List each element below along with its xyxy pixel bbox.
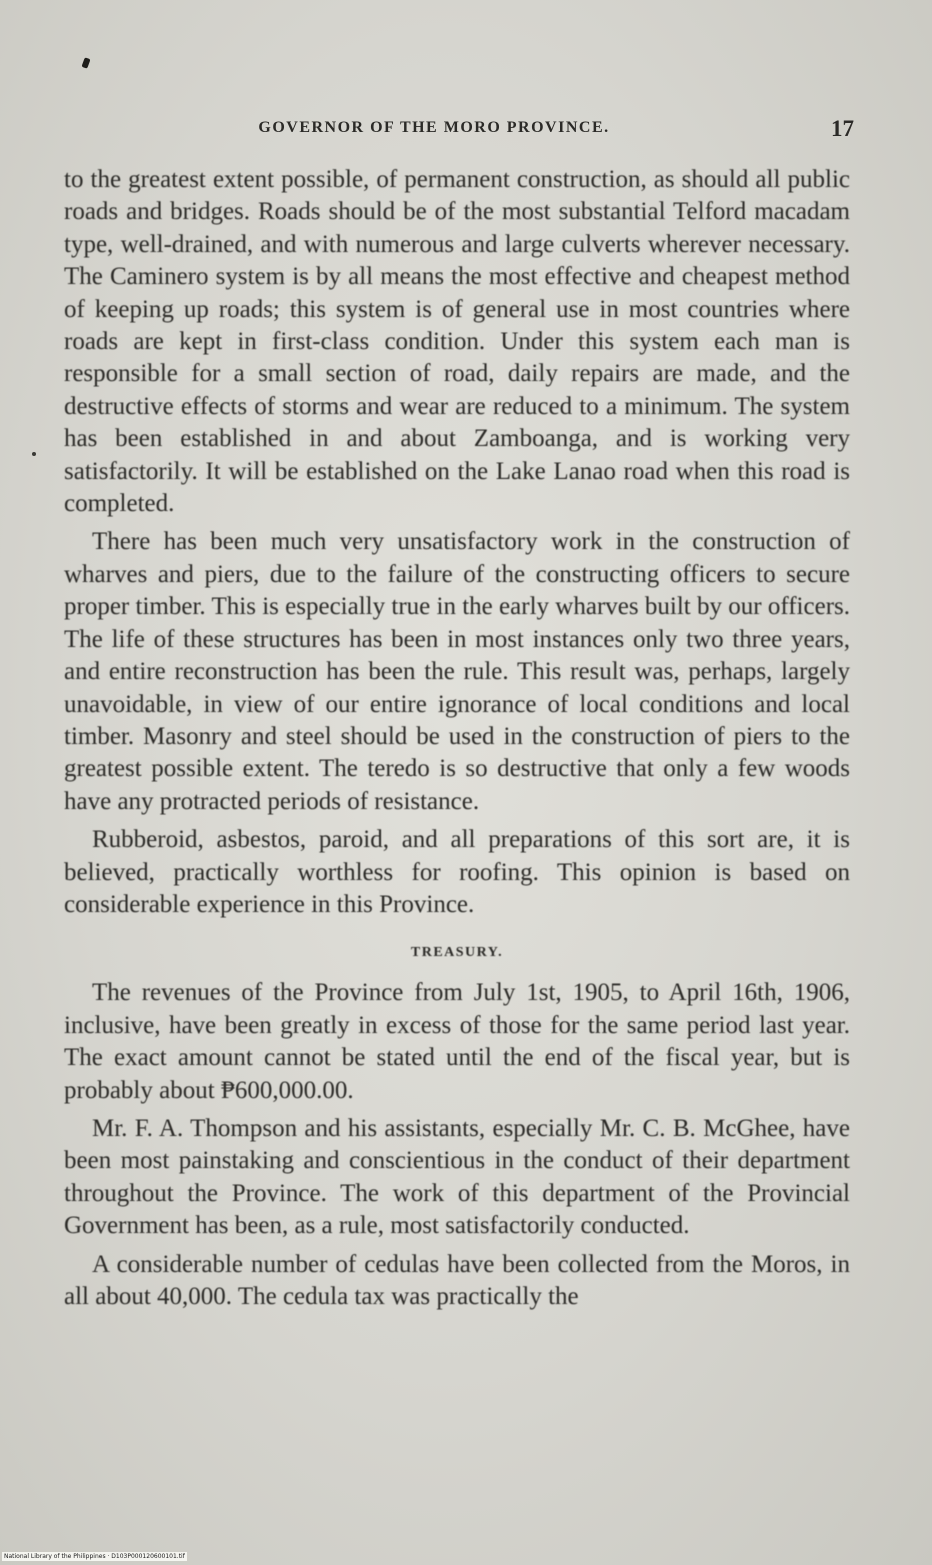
page-number: 17 <box>831 116 854 141</box>
ink-dot <box>32 452 36 456</box>
paragraph-thompson: Mr. F. A. Thompson and his assistants, especially Mr. C. B. McGhee, have been most painstaking and conscientious in the conduct of their department throughout the Province. The work of this department of the Provincial Government has been, as a rule, most satisfactorily conducted. <box>64 1114 850 1240</box>
scan-credit: National Library of the Philippines · D103P000120600101.tif <box>4 1553 185 1560</box>
running-header <box>64 116 854 142</box>
section-heading-treasury: TREASURY. <box>410 945 504 961</box>
body-text <box>64 164 850 1319</box>
paragraph-roofing: Rubberoid, asbestos, paroid, and all preparations of this sort are, it is believed, practically worthless for roofing. This opinion is based on considerable experience in this Province. <box>64 826 850 918</box>
paragraph-roads: to the greatest extent possible, of permanent construction, as should all public roads and bridges. Roads should be of the most substantial Telford macadam type, well-drained, and with numerous and large culverts wherever necessary. The Caminero system is by all means the most effective and cheapest method of keeping up roads; this system is of general use in most countries where roads are kept in first-class condition. Under this system each man is responsible for a small section of road, daily repairs are made, and the destructive effects of storms and wear are reduced to a minimum. The system has been established in and about Zamboanga, and is working very satisfactorily. It will be established on the Lake Lanao road when this road is completed. <box>64 166 850 518</box>
ink-speck <box>81 57 90 68</box>
paragraph-cedulas: A considerable number of cedulas have been collected from the Moros, in all about 40,000. The cedula tax was practically the <box>64 1250 850 1310</box>
running-title: GOVERNOR OF THE MORO PROVINCE. <box>258 119 610 136</box>
paragraph-revenues: The revenues of the Province from July 1st, 1905, to April 16th, 1906, inclusive, have been greatly in excess of those for the same period last year. The exact amount cannot be stated until the end of the fiscal year, but is probably about ₱600,000.00. <box>64 979 850 1104</box>
paragraph-wharves: There has been much very unsatisfactory work in the construction of wharves and piers, due to the failure of the constructing officers to secure proper timber. This is especially true in the early wharves built by our officers. The life of these structures has been in most instances only two three years, and entire reconstruction has been the rule. This result was, perhaps, largely unavoidable, in view of our entire ignorance of local conditions and local timber. Masonry and steel should be used in the construction of piers to the greatest possible extent. The teredo is so destructive that only a few woods have any protracted periods of resistance. <box>64 528 850 815</box>
